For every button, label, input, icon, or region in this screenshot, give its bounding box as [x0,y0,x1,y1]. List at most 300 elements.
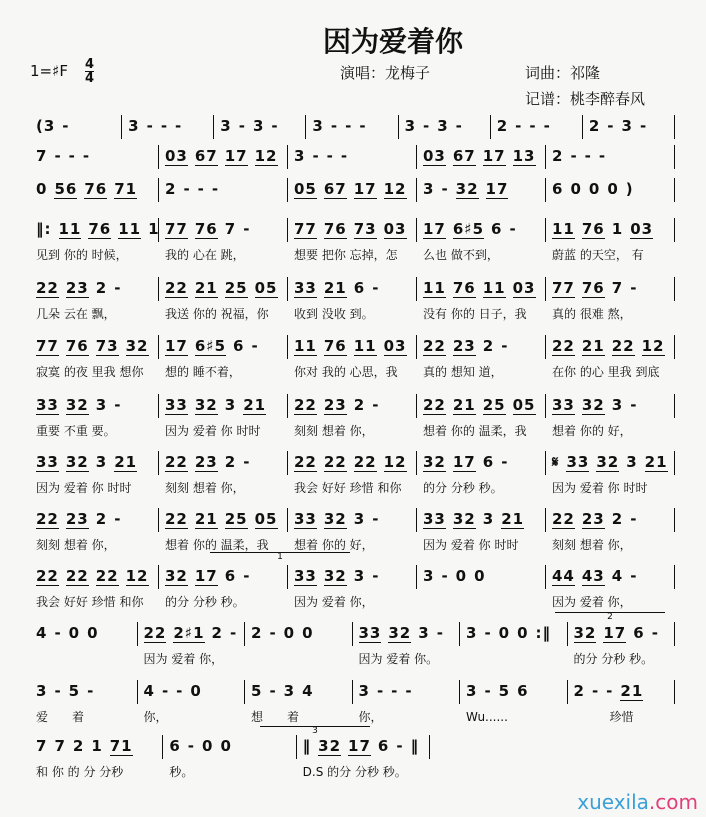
note-group: 3 [404,117,416,135]
note-group: 12 [254,147,278,165]
note-group: 03 [165,147,188,165]
measure-notes [144,680,245,702]
measure-notes [294,145,416,167]
measure-lyrics: 爱 着 [36,710,85,724]
measure-lyrics: 想要 把你 忘掉，怎 [294,248,398,262]
note-group: 21 [620,682,644,700]
measure-notes [552,394,674,416]
measure-lyrics: 刻刻 想着 你， [36,538,116,552]
measure-notes [294,508,416,530]
measure-notes [251,680,352,702]
note-group: 32 [596,453,620,471]
note-group: 2 [224,453,237,471]
measure [288,277,417,321]
measure [417,145,546,169]
note-group: - [211,180,220,198]
note-group: 22 [65,567,89,585]
note-group: - [515,117,523,135]
score-line [30,680,675,724]
measure-lyrics: 我送 你的 祝福，你 [165,307,269,321]
note-group: 0 [36,180,48,198]
note-group: - [197,180,205,198]
measure-lyrics: 想 着 [251,710,300,724]
note-group: 05 [254,510,278,528]
note-group: 17 [165,337,188,355]
measure [297,735,430,779]
note-group: 77 [36,337,59,355]
note-group: 1 [611,220,624,238]
score-line [30,218,675,262]
score-line [30,508,675,552]
measure-notes [294,451,416,473]
note-group: 4 [302,682,314,700]
note-group: 33 [165,396,188,414]
note-group: - [436,624,444,642]
note-group: 73 [95,337,119,355]
note-group: - [243,453,251,471]
note-group: ) [625,180,634,198]
note-group: 22 [36,567,59,585]
key-signature: 1=♯F [30,62,68,80]
note-group: 3 [252,117,265,135]
measure-lyrics: 珍惜 [573,710,634,724]
note-group: - [345,117,353,135]
measure-notes [36,394,158,416]
note-group: - [584,147,592,165]
note-group: 0 [68,624,81,642]
measure [288,178,417,202]
note-group: 3 [36,682,48,700]
note-group: 03 [423,147,446,165]
note-group: 32 [423,453,446,471]
note-group: 17 [482,147,506,165]
measure [30,145,159,169]
note-group: 22 [353,453,377,471]
measure [288,565,417,609]
measure-notes [423,145,545,167]
measure-lyrics: 因为 爱着 你， [294,595,374,609]
measure-notes [552,565,674,587]
note-group: - [359,117,367,135]
note-group: 03 [512,279,536,297]
note-group: - [146,117,154,135]
measure-lyrics: 你， [358,710,383,724]
measure [159,145,288,169]
note-group: - [176,682,184,700]
measure-notes [423,335,545,357]
note-group: 6♯5 [194,337,227,355]
note-group: 33 [552,396,575,414]
note-group: 22 [165,279,188,297]
note-group: 33 [36,396,59,414]
note-group: 56 [54,180,78,198]
note-group: 17 [485,180,509,198]
note-group: 0 [455,567,468,585]
note-group: 3 [423,180,435,198]
measure [288,394,417,438]
note-group: - [529,117,537,135]
note-group: 22 [552,337,575,355]
score-line [30,178,675,202]
measure-notes [36,451,158,473]
measure-notes [165,218,287,240]
note-group: 23 [581,510,605,528]
note-group: 0 [302,624,314,642]
measure-notes [312,115,397,137]
note-group: 22 [95,567,119,585]
note-group: - [161,682,170,700]
measure [214,115,306,139]
measure [399,115,491,139]
measure [245,680,353,724]
note-group: (3 [36,117,56,135]
measure-notes [303,735,429,757]
note-group: 13 [512,147,536,165]
note-group: 12 [641,337,665,355]
measure-lyrics: 蔚蓝 的天空， 有 [552,248,644,262]
note-group: 3 [611,396,624,414]
note-group: 4 [611,567,624,585]
volta-1-label: 1 [210,552,350,561]
note-group: - [391,682,399,700]
measure-lyrics: 想着 你的 温柔，我 [423,424,527,438]
note-group: 33 [294,279,317,297]
measure-lyrics: 想的 睡不着， [165,365,241,379]
note-group: 3 [353,510,366,528]
note-group: 6 [517,682,529,700]
note-group: - [229,624,238,642]
measure-lyrics: 因为 爱着 你 时时 [552,481,648,495]
note-group: 0 [283,624,296,642]
note-group: 76 [88,220,112,238]
note-group: 11 [118,220,142,238]
note-group: 12 [383,180,407,198]
note-group: 6 [224,567,237,585]
measure [30,394,159,438]
note-group: 6 [482,453,495,471]
note-group: 7 [611,279,624,297]
note-group: 33 [294,510,317,528]
measure-notes [294,335,416,357]
note-group: 32 [452,510,476,528]
score-line [30,115,675,139]
note-group: - [251,337,259,355]
measure-notes [589,115,674,137]
transcriber-credit: 记谱：桃李醉春风 [525,90,646,108]
triplet-label: 3 [260,726,370,735]
note-group: 6 [353,279,366,297]
measure-notes [165,335,287,357]
note-group: - [372,567,380,585]
note-group: 4 [143,682,155,700]
note-group: 76 [84,180,108,198]
note-group: - [484,682,492,700]
note-group: - [243,220,251,238]
measure [245,622,353,646]
note-group: - [630,510,638,528]
measure-notes [165,451,287,473]
note-group: 11 [423,279,446,297]
note-group: - [606,682,614,700]
note-group: 21 [581,337,605,355]
note-group: 33 [358,624,382,642]
note-group: ‖ [302,737,312,755]
note-group: 2 [251,624,263,642]
measure [583,115,675,139]
note-group: 7 [54,737,66,755]
measure-lyrics: 我会 好好 珍惜 和你 [294,481,402,495]
note-group: 33 [36,453,59,471]
note-group: 1 [148,220,160,238]
note-group: 77 [294,220,317,238]
measure [30,735,163,779]
measure [546,335,675,379]
measure-lyrics: 你， [143,710,168,724]
measure-notes [128,115,213,137]
note-group: - [372,396,380,414]
note-group: - [639,117,648,135]
note-group: 0 [607,180,619,198]
note-group: 76 [581,279,605,297]
measure [417,394,546,438]
note-group: - [570,147,578,165]
note-group: - [114,396,122,414]
watermark-domain: .com [648,790,698,814]
note-group: 0 [190,682,202,700]
note-group: 32 [65,396,89,414]
note-group: 3 [437,117,449,135]
measure-lyrics: 的分 分秒 秒。 [573,652,654,666]
measure-notes [466,680,567,702]
measure [138,622,246,666]
note-group: 3 [283,682,296,700]
measure-lyrics: D.S 的分 分秒 秒。 [302,765,407,779]
measure-lyrics: 没有 你的 日子，我 [423,307,527,321]
note-group: - [598,147,607,165]
note-group: 22 [294,453,317,471]
note-group: 67 [452,147,476,165]
measure-notes [36,565,158,587]
note-group: 32 [323,567,347,585]
measure-notes [36,145,158,167]
note-group: 76 [323,220,347,238]
note-group: 05 [512,396,536,414]
note-group: 71 [109,737,133,755]
note-group: - [423,117,431,135]
note-group: 76 [581,220,605,238]
note-group: 22 [323,453,347,471]
measure-notes [574,622,675,644]
note-group: 11 [552,220,575,238]
note-group: 76 [65,337,89,355]
measure [546,451,675,495]
watermark-text: xuexila [577,790,649,814]
measure [546,394,675,438]
measure-notes [294,277,416,299]
note-group: 2 [573,682,585,700]
note-group: 03 [383,337,407,355]
measure-lyrics: 几朵 云在 飘， [36,307,116,321]
note-group: 3 [418,624,430,642]
note-group: - [312,147,320,165]
note-group: - [405,682,413,700]
note-group: 3 [95,396,108,414]
measure-notes [165,394,287,416]
note-group: 05 [294,180,317,198]
note-group: 32 [455,180,479,198]
score-line [30,277,675,321]
note-group: 17 [194,567,218,585]
measure [546,508,675,552]
note-group: 22 [294,396,317,414]
measure-notes [294,178,416,200]
note-group: 3 [358,682,370,700]
note-group: 11 [294,337,317,355]
measure [30,115,122,139]
measure [288,508,417,552]
measure-lyrics: 想着 你的 温柔，我 [165,538,269,552]
measure-notes [294,394,416,416]
time-signature-top: 4 [85,57,95,72]
note-group: 21 [194,279,218,297]
time-signature-bottom: 4 [85,71,95,86]
note-group: 22 [36,510,59,528]
note-group: 2 [95,510,108,528]
note-group: 1 [91,737,103,755]
note-group: 6 [377,737,390,755]
measure [546,565,675,609]
measure [568,680,676,724]
note-group: 3 [353,567,366,585]
note-group: - [326,147,334,165]
measure-lyrics: 的分 分秒 秒。 [423,481,503,495]
measure [546,145,675,169]
note-group: 2 [482,337,495,355]
note-group: 2 [95,279,108,297]
measure-lyrics: 收到 没收 到。 [294,307,374,321]
note-group: 23 [65,279,89,297]
note-group: 6 [633,624,645,642]
note-group: 22 [165,453,188,471]
note-group: 0 [498,624,511,642]
note-group: 03 [383,220,407,238]
note-group: 67 [323,180,347,198]
note-group: - [243,567,251,585]
note-group: 44 [552,567,575,585]
note-group: 76 [194,220,218,238]
note-group: 22 [165,510,188,528]
note-group: 3 [224,396,237,414]
note-group: - [455,117,463,135]
note-group: - [175,117,183,135]
measure-lyrics: 么也 做不到， [423,248,499,262]
measure [30,277,159,321]
note-group: - [607,117,615,135]
measure-lyrics: 刻刻 想着 你， [165,481,245,495]
measure [460,622,568,646]
score-line [30,145,675,169]
measure-lyrics: 因为 爱着 你。 [358,652,439,666]
measure [30,565,159,609]
note-group: 32 [65,453,89,471]
note-group: 5 [498,682,511,700]
measure [306,115,398,139]
note-group: 2 [353,396,366,414]
measure [122,115,214,139]
note-group: - [630,567,638,585]
measure-notes [552,508,674,530]
note-group: 3 [466,682,478,700]
note-group: - [269,682,277,700]
note-group: - [62,117,70,135]
score-line [30,735,430,779]
note-group: - [183,180,191,198]
measure [546,218,675,262]
note-group: 17 [423,220,446,238]
measure [353,680,461,724]
measure [159,508,288,552]
note-group: - [114,510,122,528]
measure-notes [423,508,545,530]
note-group: - [68,147,76,165]
note-group: 11 [58,220,82,238]
note-group: 23 [323,396,347,414]
measure-notes [552,145,674,167]
note-group: 3 [626,453,638,471]
measure [30,451,159,495]
measure-notes [552,178,674,200]
note-group: 12 [125,567,149,585]
note-group: 32 [318,737,342,755]
measure [417,178,546,202]
measure [138,680,246,724]
note-group: 12 [383,453,407,471]
note-group: 3 [423,567,435,585]
note-group: - [372,279,380,297]
note-group: 0 [220,737,232,755]
note-group: 33 [566,453,590,471]
time-signature [85,58,94,85]
note-group: 17 [452,453,476,471]
note-group: - [630,279,638,297]
volta-2-label: 2 [555,612,665,621]
note-group: 6 [552,180,564,198]
note-group: - [396,737,404,755]
measure [417,508,546,552]
measure [288,145,417,169]
measure [417,335,546,379]
measure-lyrics: 真的 很难 熬， [552,307,632,321]
note-group: 2 [552,147,564,165]
measure [546,178,675,202]
measure-notes [359,680,460,702]
measure [30,178,159,202]
measure [30,218,160,262]
note-group: 32 [125,337,149,355]
note-group: 11 [482,279,506,297]
note-group: 77 [552,279,575,297]
measure-notes [423,178,545,200]
measure-notes [165,277,287,299]
note-group: 25 [224,279,248,297]
measure-lyrics: 因为 爱着 你， [552,595,632,609]
note-group: 0 [87,624,99,642]
note-group: 21 [501,510,525,528]
score-line [30,335,675,379]
note-group: - [271,117,279,135]
note-group: - [543,117,551,135]
note-group: 3 [294,147,306,165]
